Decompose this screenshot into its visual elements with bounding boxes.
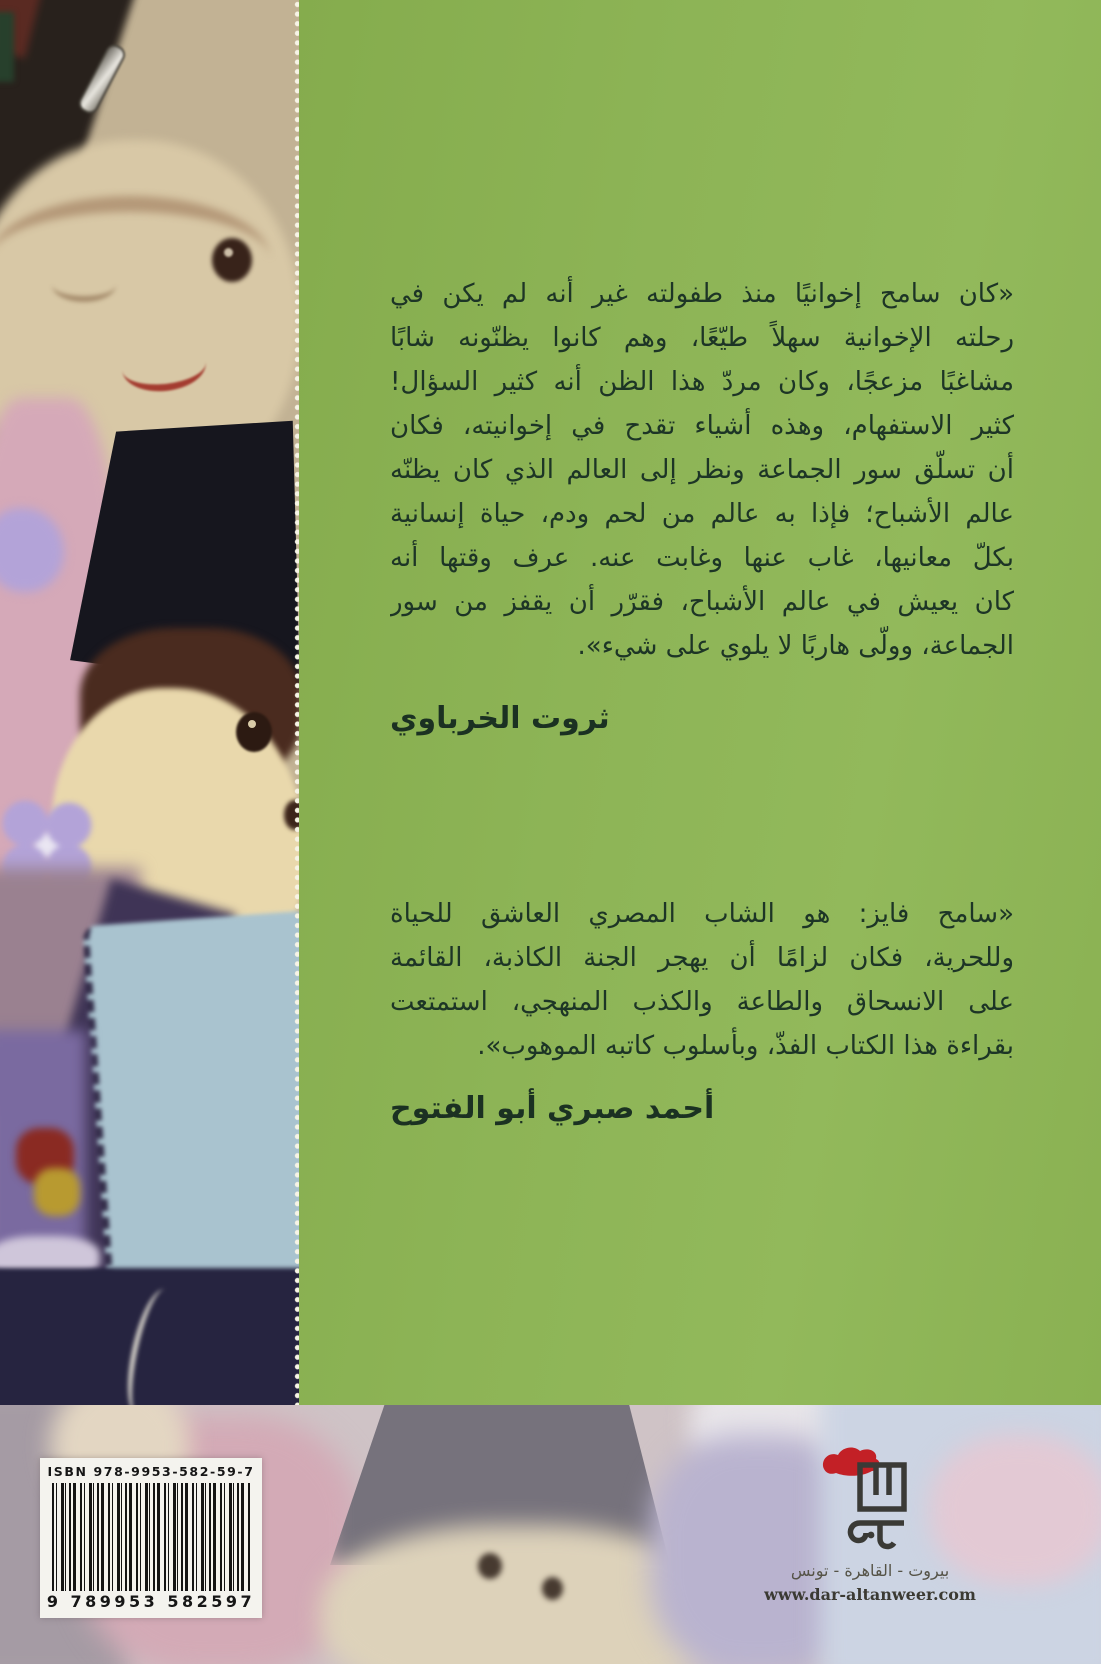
doll-closed-eye-stitch bbox=[52, 268, 116, 302]
blurred-doll-eye bbox=[478, 1553, 502, 1579]
bottom-photo-strip bbox=[0, 1405, 1101, 1664]
isbn-barcode-label bbox=[40, 1458, 262, 1618]
text-line: الجماعة، وولّى هاربًا لا يلوي على شيء». bbox=[577, 631, 1014, 661]
text-line: على الانسحاق والطاعة والكذب المنهجي، استمتعت bbox=[390, 987, 1014, 1017]
blurred-doll-eye bbox=[542, 1577, 563, 1600]
text-line: بقراءة هذا الكتاب الفذّ، وبأسلوب كاتبه الموهوب». bbox=[477, 1031, 1014, 1061]
publisher-cities: بيروت - القاهرة - تونس bbox=[790, 1561, 950, 1580]
dolls-photo-strip bbox=[0, 0, 299, 1405]
text-line: مشاغبًا مزعجًا، وكان مردّ هذا الظن أنه كثير السؤال! bbox=[390, 367, 1014, 397]
back-cover-green-panel bbox=[299, 0, 1101, 1405]
blurb-quote-1 bbox=[390, 272, 1014, 668]
photo-green-fabric bbox=[0, 12, 14, 82]
publisher-block bbox=[762, 1443, 978, 1604]
text-line: عالم الأشباح؛ فإذا به عالم من لحم ودم، حياة إنسانية bbox=[390, 499, 1014, 529]
blue-felt-stitched-panel bbox=[82, 911, 299, 1322]
publisher-logo-altanweer bbox=[818, 1443, 922, 1555]
text-line: «كان سامح إخوانيًا منذ طفولته غير أنه لم يكن في bbox=[390, 279, 1014, 309]
blurb-2-author: أحمد صبري أبو الفتوح bbox=[390, 1091, 715, 1126]
text-line: «سامح فايز: هو الشاب المصري العاشق للحياة bbox=[390, 899, 1014, 929]
barcode-digits: 9 789953 582597 bbox=[46, 1592, 256, 1611]
doll-eye-glint-2 bbox=[248, 720, 256, 728]
text-line: كان يعيش في عالم الأشباح، فقرّر أن يقفز من سور bbox=[390, 587, 1014, 617]
barcode bbox=[52, 1483, 250, 1591]
publisher-website: www.dar-altanweer.com bbox=[764, 1585, 976, 1604]
text-line: كثير الاستفهام، وهذه أشياء تقدح في إخوانيته، فكان bbox=[390, 411, 1014, 441]
doll-eye-bead-2 bbox=[236, 712, 272, 752]
text-line: أن تسلّق سور الجماعة ونظر إلى العالم الذي كان يظنّه bbox=[390, 455, 1014, 485]
blurb-quote-2 bbox=[390, 892, 1014, 1068]
doll-eye-bead bbox=[212, 238, 252, 282]
text-line: رحلته الإخوانية سهلاً طيّعًا، وهم كانوا يظنّونه شابًا bbox=[390, 323, 1014, 353]
blurb-1-author: ثروت الخرباوي bbox=[390, 701, 610, 736]
doll-eye-glint bbox=[224, 248, 233, 257]
yellow-detail bbox=[34, 1168, 80, 1216]
text-line: وللحرية، فكان لزامًا أن يهجر الجنة الكاذبة، القائمة bbox=[390, 943, 1014, 973]
isbn-number: ISBN 978-9953-582-59-7 bbox=[47, 1464, 255, 1479]
text-line: بكلّ معانيها، غاب عنها وغابت عنه. عرف وقتها أنه bbox=[390, 543, 1014, 573]
